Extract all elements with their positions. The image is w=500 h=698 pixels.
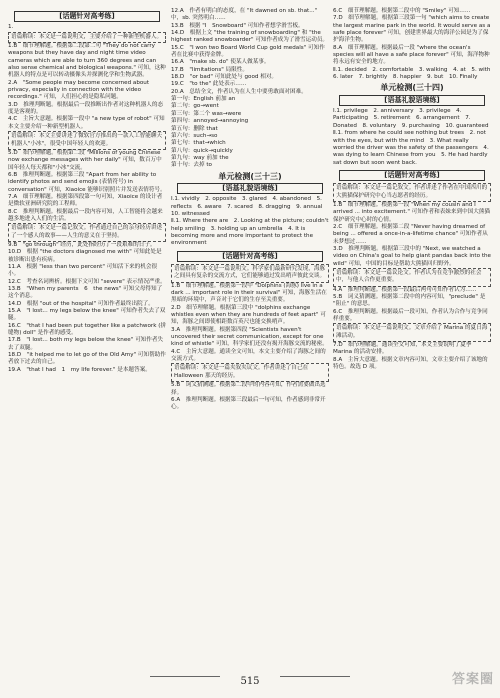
- section-heading: [话题针对高考练]: [177, 251, 323, 262]
- watermark-logo: 答案圈: [451, 671, 494, 686]
- section-heading: [语基礼貌语境练]: [339, 95, 485, 106]
- answer-item: 8.A 细节理解题。根据最后一段 "where the ocean's species will all have a safe place forever" 可知，海洋物种将永远有安全的地方。: [333, 44, 490, 66]
- answer-item: 第十句：去掉 to: [171, 162, 212, 169]
- answer-item: 12.A 作者有明白的态度，在 "It dawned on sb. that..." 中，sb. 突然明白……: [171, 8, 318, 22]
- answer-item: 9.B "go through" 经历，此处指经历了一段艰难的日子。: [8, 241, 156, 248]
- section-heading: [语基礼貌语境练]: [177, 183, 323, 194]
- answer-item: 8.C 推理判断题。根据最后一段内容可知，人工智能将会越来越多地进入人们的生活。: [8, 208, 163, 222]
- passage-summary-box: 语篇解读：本文是一篇议论文。作者认为在竞争激烈的社会中，与他人合作更重要。: [333, 268, 491, 287]
- passage-summary-box: 语篇解读：本文是一篇说明文。科学家们最新研究发现，海豚之间具有复杂的交流方式，它们能够通过发出哨声彼此交谈。: [171, 264, 329, 283]
- answer-item: 6.B 推理判断题。根据第三段 "Apart from her ability to identify photos and send emojis (表情符号) in conversation" 可知，Xiaoice 能够识别照片并发送表情符号。: [8, 171, 166, 193]
- answer-item: 1.B 细节理解题。根据第一段 "When my cousin and I arrived ... into excitement." 可知作者和表妹来到中国大熊猫保护研究中心时的心情。: [333, 201, 491, 223]
- answer-item: 第三句：第二个 was→were: [171, 110, 242, 117]
- answer-item: 18.D "or bad" 可知此处与 good 相对。: [171, 74, 278, 81]
- answer-column-right: [333, 8, 496, 371]
- answer-item: 10.D 根据 "the doctors diagnosed me with" 可知此处是被诊断出患有疾病。: [8, 249, 162, 263]
- answer-item: 第一句：English 前加 an: [171, 96, 236, 103]
- answer-item: 7.D 细节理解题。通读全文可知，本文主要说明了夏季 Marina 的活动安排。: [333, 342, 472, 356]
- answer-item: 19.C "to the" 此处表示……: [171, 81, 247, 88]
- passage-summary-box: 语篇解读：本文是一篇说明文，主要介绍了一种新型机器人。: [8, 32, 166, 43]
- answer-item: 6.A 推理判断题。根据第三段最后一句可知，作者感到非常开心。: [171, 396, 326, 411]
- answer-item: 2.A "Some people may become concerned about privacy, especially in connection with the video recordings." 可知，人们担心的是隐私问题。: [8, 79, 150, 101]
- answer-item: 第五句：删除 that: [171, 125, 218, 132]
- passage-summary-box: 语篇解读：本文是一篇记叙文。作者通过自己的亲身经历讲述了一个感人的故事——人生的意义在于坚持。: [8, 223, 166, 242]
- answer-item: 3.D 推理判断题。根据第三段中的 "Next, we watched a video on China's goal to help giant pandas back into the wild" 可知，中国的目标是帮助大熊猫回归野外。: [333, 245, 491, 267]
- answer-item: Ⅰ.1. privilege 2. anniversary 3. privilege 4. Participating 5. retirement 6. arrangement 7. Donated 8. voluntary 9. purchasing 10. guaranteed: [333, 108, 489, 129]
- answer-item: Ⅱ.1. Where there are 2. Looking at the picture; couldn't help smiling 3. holding up an umbrella 4. It is becoming more and more important to protect the environment: [171, 218, 329, 247]
- answer-item: 12.C 考查名词辨析。根据下文可知 "severe" 表示情况严重。: [8, 278, 166, 285]
- answer-item: 6.C 推理判断题。根据最后一段可知，作者认为合作与竞争同样重要。: [333, 308, 488, 323]
- answer-item: 4.A 推理判断题。根据第一段最后两句可知作者认为……: [333, 286, 477, 293]
- section-heading: [话题针对高考练]: [14, 11, 160, 22]
- passage-summary-box: 语篇解读：本文是一篇记叙文。作者讲述了作者在中国四川的大熊猫保护研究中心当志愿者的经历。: [333, 183, 491, 202]
- answer-item: 第七句：that→which: [171, 140, 226, 147]
- passage-summary-box: 语篇解读：本文是一篇夹叙夹议文。作者讲述了自己在 Halloween 那天的经历。: [171, 363, 329, 382]
- answer-item: Ⅱ.1. decided 2. comfortable 3. walking 4. at 5. with 6. later 7. brightly 8. happier 9. but 10. Finally: [333, 66, 496, 81]
- answer-item: 14.D 根据上文 "the training of snowboarding" 和 "the highest ranked snowboarder" 可知作者成为了滑雪运动员。: [171, 30, 329, 44]
- answer-item: 11.A 根据 "less than two percent" 可知活下来的机会很小。: [8, 264, 158, 278]
- answer-item: Ⅰ.1. vividly 2. opposite 3. glared 4. abandoned 5. reflects 6. aware 7. scared 8. dragging 9. annual 10. witnessed: [171, 196, 328, 217]
- answer-item: 16.A "make sb. do" 使某人做某事。: [171, 59, 270, 66]
- answer-item: 第四句：annoyed→annoying: [171, 118, 249, 125]
- answer-item: 5.B 词义猜测题。根据第二段中的内容可知，作者需要做出选择。: [171, 382, 326, 396]
- answer-item: 1.B 细节理解题。根据第一段中 "Dolphins (海豚) live in a dark ... important role in their survival" 可知，海豚生活在黑暗的环境中，声音对于它们的生存至关重要。: [171, 282, 327, 304]
- answer-item: 第九句：way 前加 the: [171, 154, 229, 161]
- answer-item: 17.B "I lost... both my legs below the knee" 可知作者失去了双腿。: [8, 337, 164, 351]
- answer-item: 3.A 推理判断题。根据第四段 "Scientists haven't uncovered their secret communication, except for one kind of whistle" 可知，科学家们还没有揭开海豚交流的秘密。: [171, 326, 328, 348]
- answer-item: 13.B 根据 "I Snowboard" 可知作者想学滑雪板。: [171, 22, 304, 29]
- answer-item: 6.C 细节理解题。根据第二段中的 "Smiley" 可知……: [333, 8, 471, 14]
- passage-summary-box: 语篇解读：本文主要讲述了微软官方推出的一款人工智能聊天机器人"小冰"，很受中国年轻人的欢迎。: [8, 131, 166, 150]
- section-heading: [话题针对高考练]: [339, 170, 485, 181]
- answer-item: 8.A 主旨大意题。根据文章内容可知，文章主要介绍了该地的特色。故选 D 项。: [333, 356, 488, 371]
- answer-item: 5.D 细节理解题。根据第二段 "Millions of young Chinese now exchange messages with her daily" 可知，数百万中国年轻人每天都和"小冰"交流。: [8, 149, 162, 171]
- answer-item: 14.D 根据 "out of the hospital" 可知作者最终出院了。: [8, 300, 154, 307]
- answer-item: 第六句：such→so: [171, 132, 218, 139]
- answer-item: 13.B "When my parents 6 the news" 可知父母得知了这个消息。: [8, 286, 163, 300]
- answer-column-middle: [171, 8, 329, 412]
- answer-item: 16.C "that I had been put together like a patchwork (拼缝物) doll" 是作者的感受。: [8, 322, 166, 337]
- answer-item: Ⅱ.1. from where he could see nothing but trees 2. not with the eyes, but with the mind 3. What really worried the driver was the safety of the passengers 4. was dying to learn Chinese from you 5. He had hardly sat down but soon went back.: [333, 130, 489, 166]
- answer-item: 7.A 细节理解题。根据第四段第一句可知，Xiaoice 的设计者是微软亚洲研究院的工程师。: [8, 193, 163, 208]
- answer-item: 第二句：go→went: [171, 103, 219, 110]
- unit-heading: 单元检测(三十四): [380, 83, 444, 93]
- answer-column-left: [8, 8, 166, 374]
- answer-item: 19.A "that I had 1 my life forever." 是本题答案。: [8, 366, 151, 373]
- answer-item: 3.D 推理判断题。根据最后一段推断出作者对这种机器人的态度是客观的。: [8, 101, 164, 116]
- answer-item: 2.C 细节理解题。根据第二段 "Never having dreamed of being ... offered a once-in-a-lifetime chance" 可知作者从未梦想过……: [333, 223, 488, 245]
- passage-summary-box: 语篇解读：本文是一篇说明文。文章介绍了 Marina 的夏日海滩活动。: [333, 323, 491, 342]
- unit-heading: 单元检测(三十三): [218, 171, 282, 181]
- answer-item: 20.A 总结全文，作者认为在人生中要勇敢面对困难。: [171, 88, 307, 95]
- answer-item: 5.B 词义猜测题。根据第二段中的内容可知，"preclude" 是 "阻止" 的意思。: [333, 294, 486, 308]
- answer-item: 17.B "limitations" 局限性。: [171, 66, 248, 73]
- answer-item: 1.: [8, 24, 14, 31]
- answer-item: 15.C "I won two Board World Cup gold medals" 可知作者在比赛中获得金牌。: [171, 44, 325, 59]
- answer-item: 4.C 主旨大意题。根据第一段中 "a new type of robot" 可知本文主要介绍一种新型机器人。: [8, 116, 165, 130]
- answer-item: 18.D "it helped me to let go of the Old Amy" 可知帮助作者放下过去的自己。: [8, 352, 166, 366]
- answer-item: 15.A "I lost... my legs below the knee" 可知作者失去了双腿。: [8, 308, 166, 322]
- answer-item: 7.D 细节理解题。根据第三段第一句 "which aims to create the largest marine park in the world. It would serve as a safe place forever" 可知，创建世界最大的海洋公园是为了保护海洋生物。: [333, 15, 491, 44]
- answer-item: 2.D 细节理解题。根据第三段中 "dolphins exchange whistles even when they are hundreds of feet apart" 可知，海豚之间即使相距数百英尺也能交换哨声。: [171, 304, 326, 326]
- page-number: 515: [240, 676, 260, 687]
- answer-item: 4.C 主旨大意题。通读全文可知，本文主要介绍了海豚之间的交流方式。: [171, 348, 326, 363]
- answer-item: 第八句：quick→quickly: [171, 147, 233, 154]
- answer-item: 1.B 细节理解题。根据第二段第二句 "They do not carry weapons but they have day and night time video cameras which are able to turn 360 degrees and can also sense chemical and biological weapons." 可知，这种机器人的特点是可以转动摄像头并探测化学和生物武器。: [8, 43, 166, 79]
